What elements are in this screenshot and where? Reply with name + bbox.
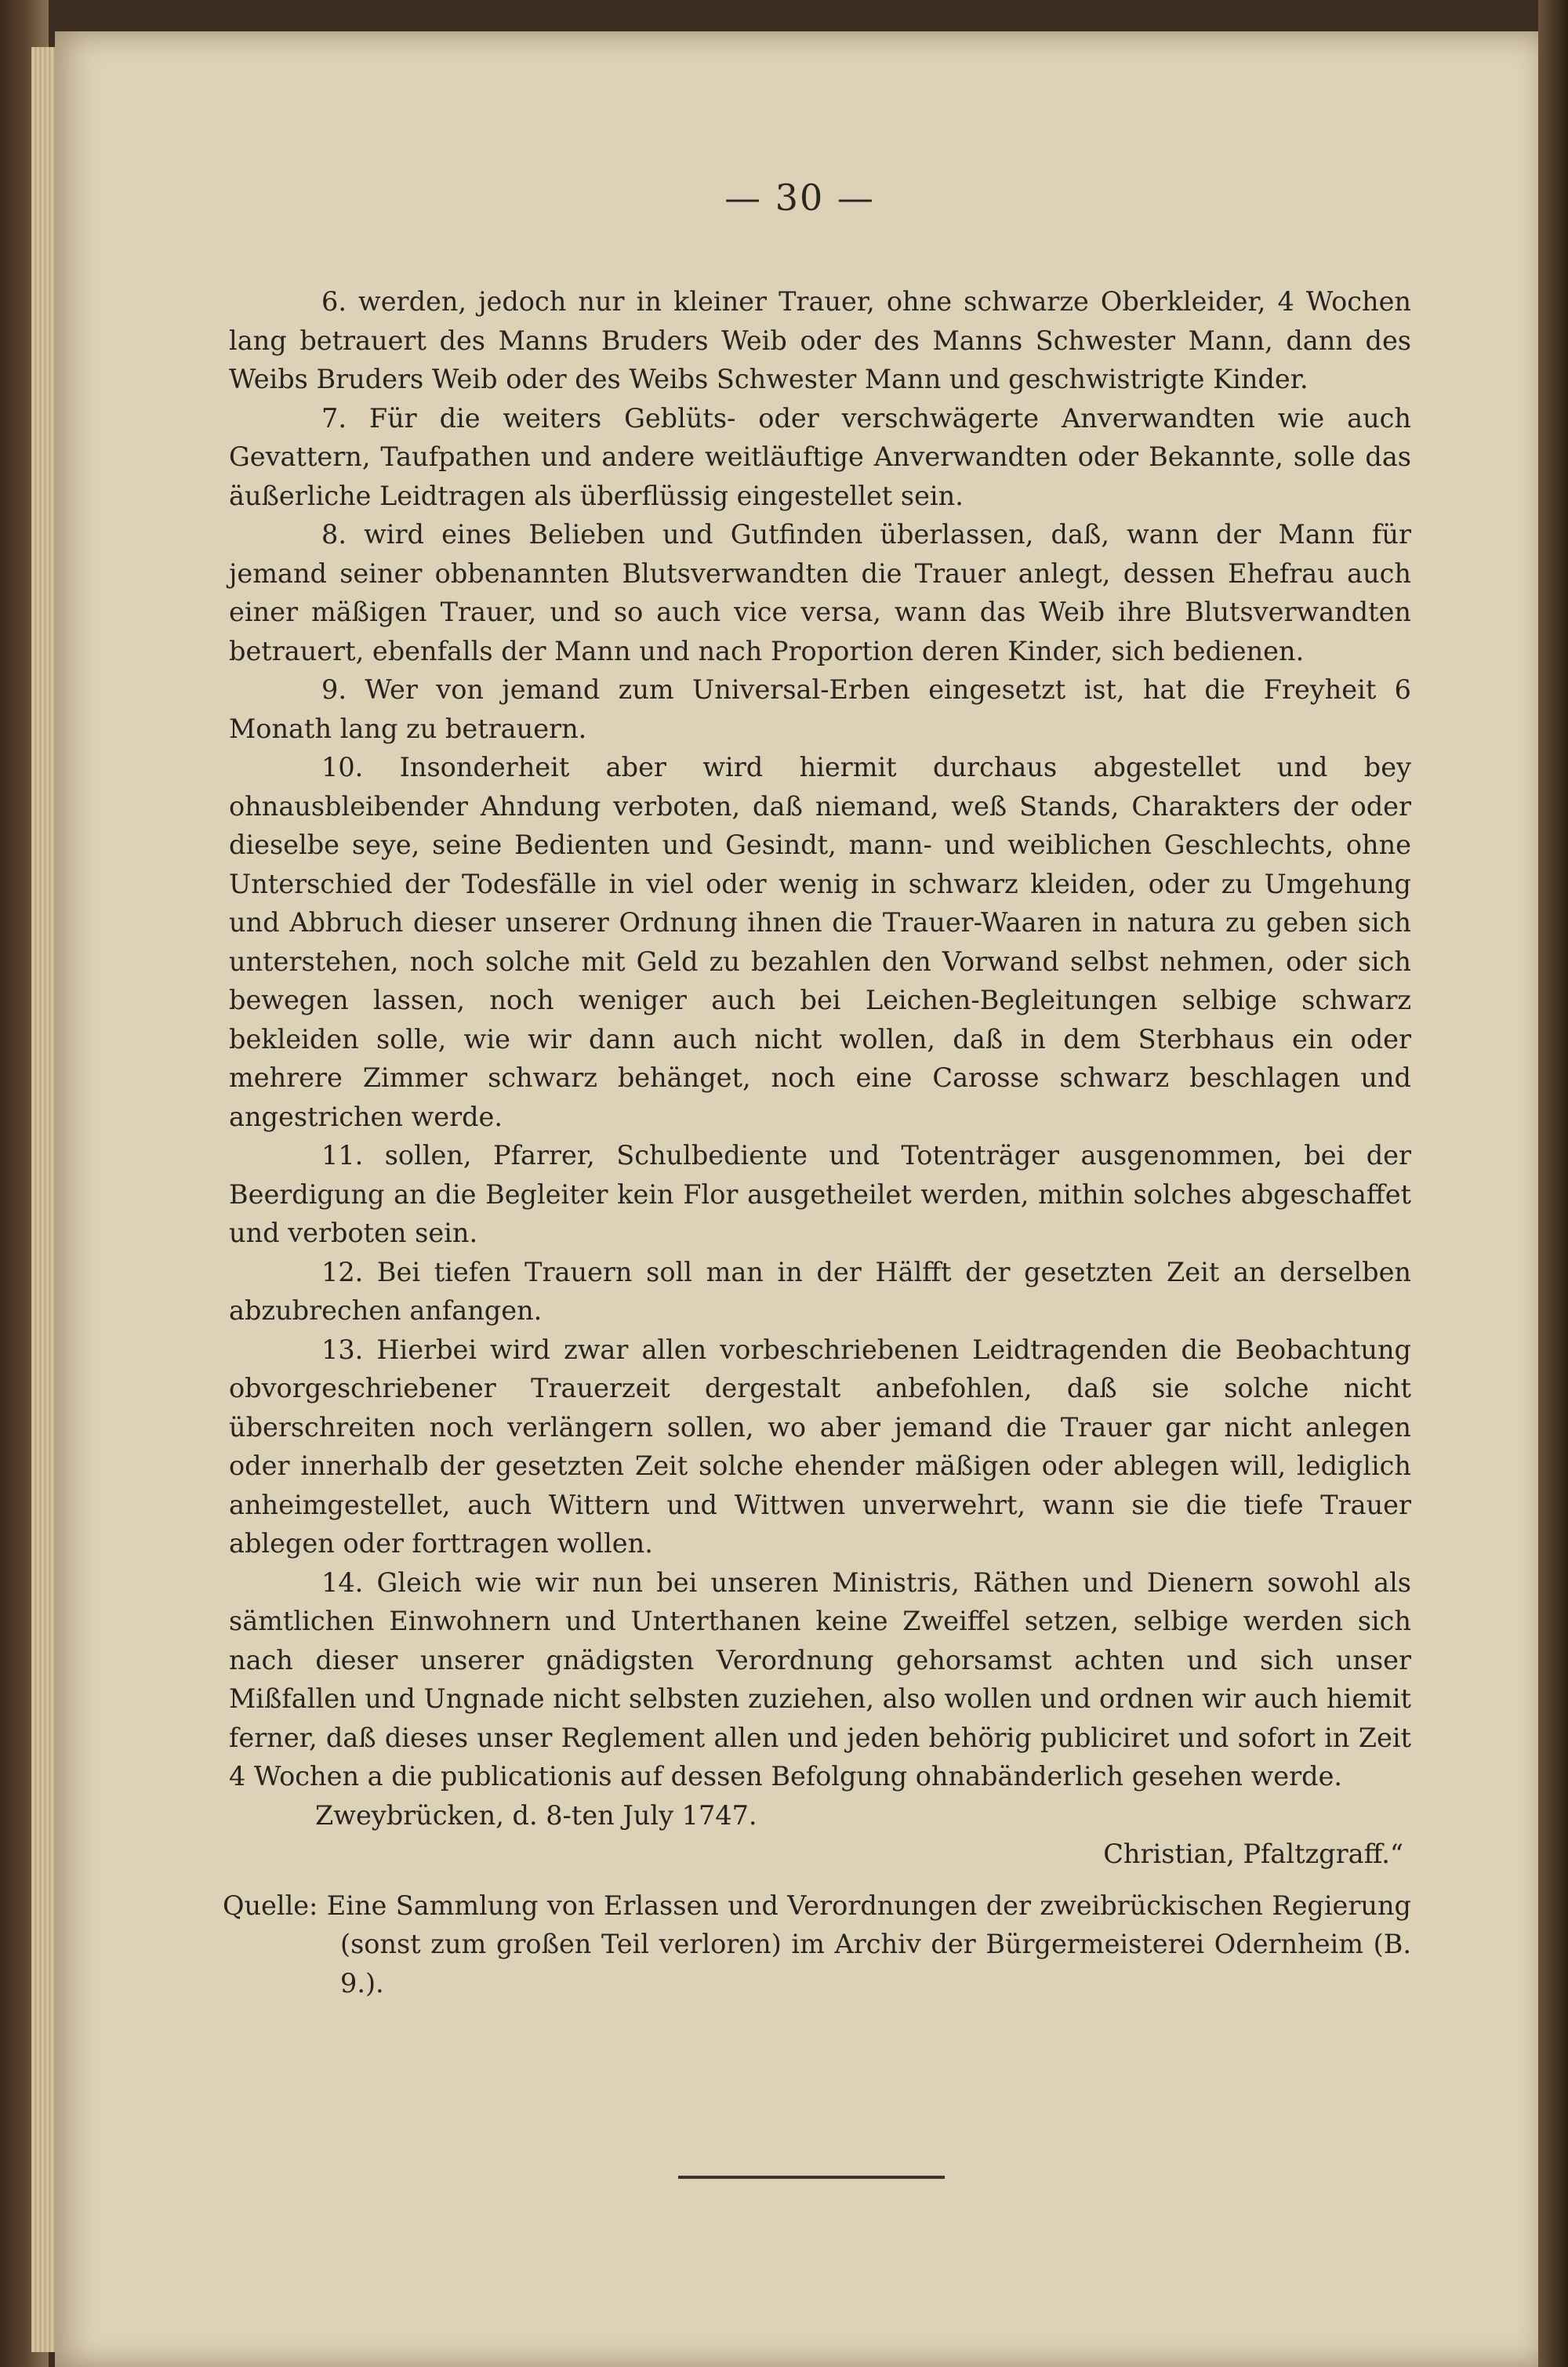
closing-rule	[678, 2176, 945, 2179]
paragraph-9: 9. Wer von jemand zum Universal-Erben eingesetzt ist, hat die Freyheit 6 Monath lang zu betrauern.	[229, 674, 1411, 744]
paragraph-12: 12. Bei tiefen Trauern soll man in der Hälfft der gesetzten Zeit an derselben abzubrechen anfangen.	[229, 1256, 1411, 1326]
signature: Christian, Pfaltzgraff.“	[1103, 1839, 1403, 1869]
paragraph-8: 8. wird eines Belieben und Gutfinden überlassen, daß, wann der Mann für jemand seiner obbenannten Blutsverwandten die Trauer anlegt, dessen Ehefrau auch einer mäßigen Trauer, und so auch vice versa, wann das Weib ihre Blutsverwandten betrauert, ebenfalls der Mann und nach Proportion deren Kinder, sich bedienen.	[229, 519, 1411, 666]
paragraph-10: 10. Insonderheit aber wird hiermit durchaus abgestellet und bey ohnausbleibender Ahndung verboten, daß niemand, weß Stands, Charakters der oder dieselbe seye, seine Bedienten und Gesindt, mann- und weiblichen Geschlechts, ohne Unterschied der Todesfälle in viel oder wenig in schwarz kleiden, oder zu Umgehung und Abbruch dieser unserer Ordnung ihnen die Trauer-Waaren in natura zu geben sich unterstehen, noch solche mit Geld zu bezahlen den Vorwand selbst nehmen, oder sich bewegen lassen, noch weniger auch bei Leichen-Begleitungen selbige schwarz bekleiden solle, wie wir dann auch nicht wollen, daß in dem Sterbhaus ein oder mehrere Zimmer schwarz behänget, noch eine Carosse schwarz beschlagen und angestrichen werde.	[229, 752, 1411, 1132]
source-note: Quelle: Eine Sammlung von Erlassen und Verordnungen der zweibrückischen Regierung (sonst zum großen Teil verloren) im Archiv der Bürgermeisterei Odernheim (B. 9.).	[223, 1890, 1411, 1999]
paragraph-7: 7. Für die weiters Geblüts- oder verschwägerte Anverwandten wie auch Gevattern, Taufpathen und andere weitläuftige Anverwandten oder Bekannte, solle das äußerliche Leidtragen als überflüssig eingestellet sein.	[229, 402, 1411, 511]
book-page	[55, 31, 1544, 2367]
body-text	[223, 282, 1411, 2029]
paragraph-11: 11. sollen, Pfarrer, Schulbediente und Totenträger ausgenommen, bei der Beerdigung an die Begleiter kein Flor ausgetheilet werden, mithin solches abgeschaffet und verboten sein.	[229, 1140, 1411, 1248]
place-date: Zweybrücken, d. 8-ten July 1747.	[315, 1799, 757, 1831]
page-number: — 30 —	[724, 176, 875, 219]
book-cover-edge	[1538, 0, 1568, 2367]
paragraph-13: 13. Hierbei wird zwar allen vorbeschriebenen Leidtragenden die Beobachtung obvorgeschriebener Trauerzeit dergestalt anbefohlen, daß sie solche nicht überschreiten noch verlängern sollen, wo aber jemand die Trauer gar nicht anlegen oder innerhalb der gesetzten Zeit solche ehender mäßigen oder ablegen will, lediglich anheimgestellet, auch Wittern und Wittwen unverwehrt, wann sie die tiefe Trauer ablegen oder forttragen wollen.	[229, 1334, 1411, 1559]
paragraph-14: 14. Gleich wie wir nun bei unseren Ministris, Räthen und Dienern sowohl als sämtlichen Einwohnern und Unterthanen keine Zweiffel setzen, selbige werden sich nach dieser unserer gnädigsten Verordnung gehorsamst achten und sich unser Mißfallen und Ungnade nicht selbsten zuziehen, also wollen und ordnen wir auch hiemit ferner, daß dieses unser Reglement allen und jeden behörig publiciret und sofort in Zeit 4 Wochen a die publicationis auf dessen Befolgung ohnabänderlich gesehen werde.	[229, 1567, 1411, 1792]
paragraph-6: 6. werden, jedoch nur in kleiner Trauer, ohne schwarze Oberkleider, 4 Wochen lang betrauert des Manns Bruders Weib oder des Manns Schwester Mann, dann des Weibs Bruders Weib oder des Weibs Schwester Mann und geschwistrigte Kinder.	[229, 286, 1411, 394]
